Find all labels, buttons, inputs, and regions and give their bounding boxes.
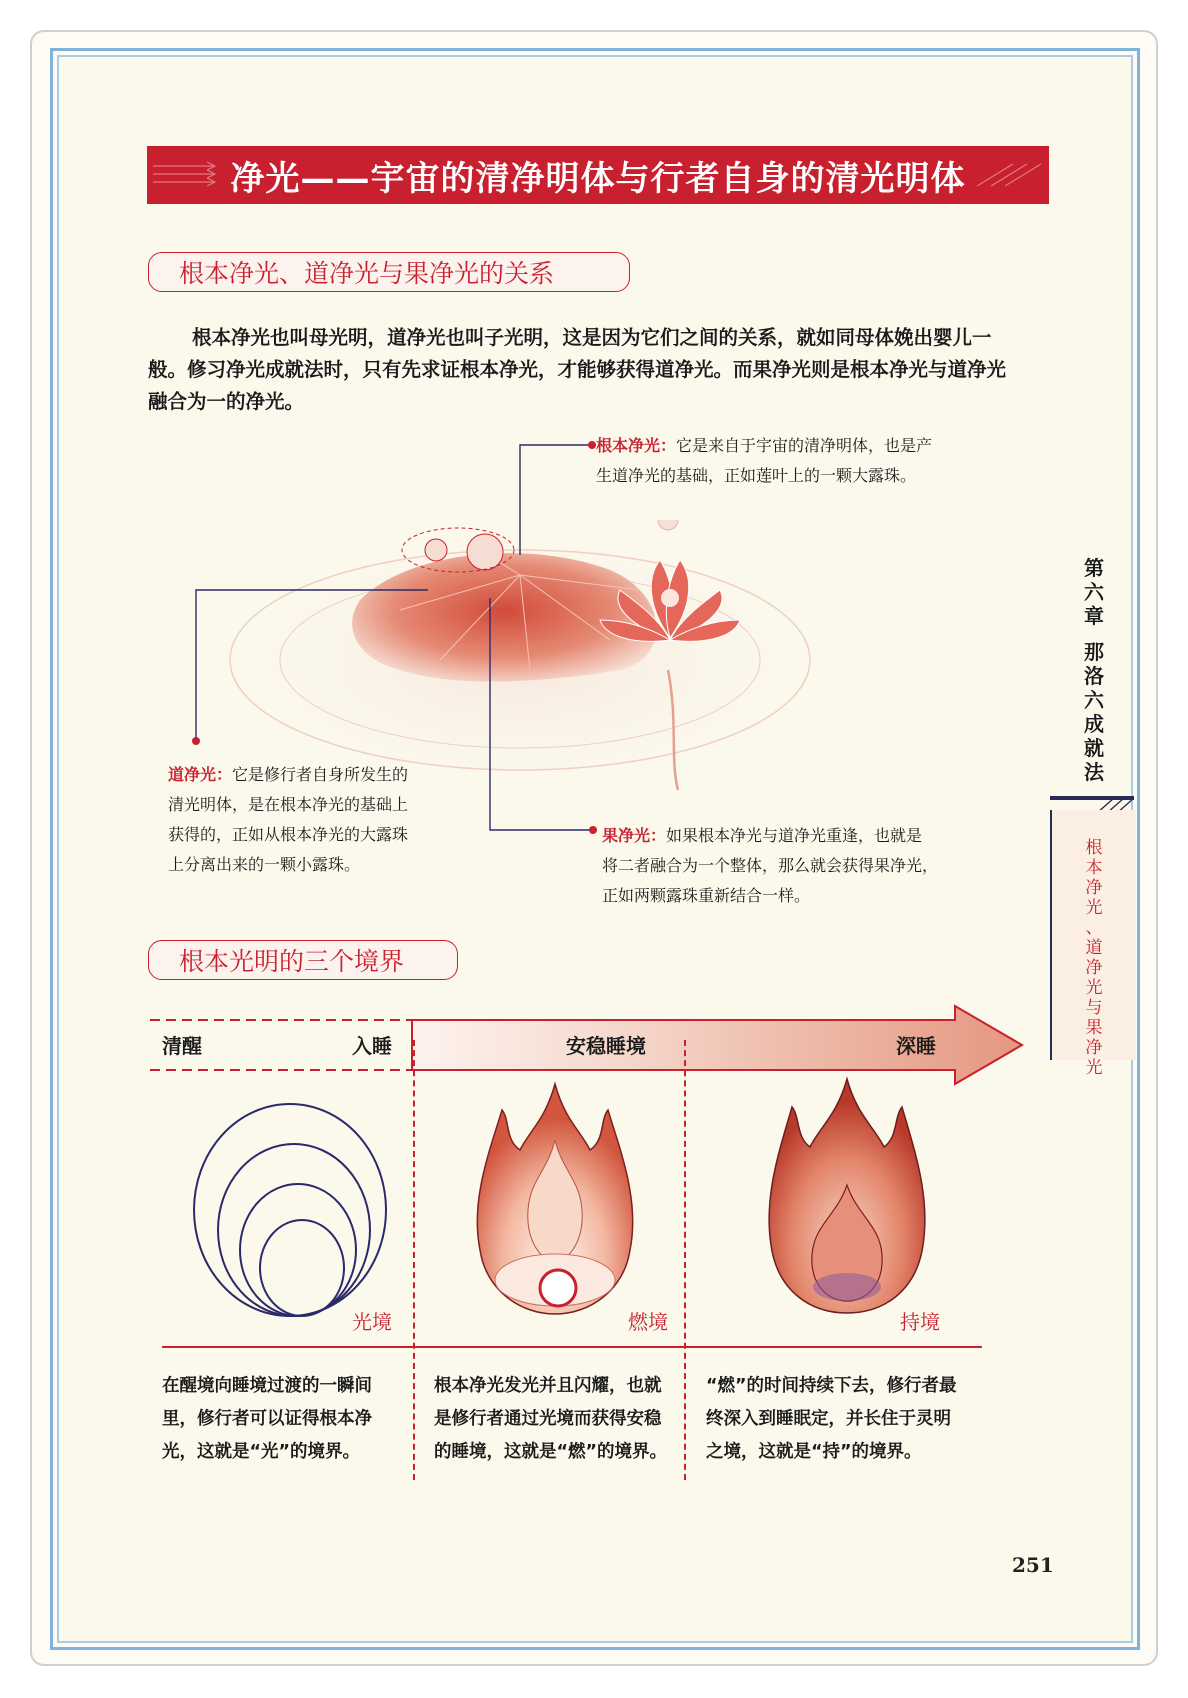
arrow-pattern-left-icon xyxy=(153,160,223,190)
chapter-title-char: 法 xyxy=(1084,760,1104,784)
page-title-banner xyxy=(147,146,1049,204)
chapter-char: 六 xyxy=(1084,580,1104,604)
callout-text: 正如两颗露珠重新结合一样。 xyxy=(602,886,811,905)
callout-text: 它是来自于宇宙的清净明体，也是产 xyxy=(676,436,933,455)
subsection-char: 光 xyxy=(1085,978,1103,998)
callout-text: 将二者融合为一个整体，那么就会获得果净光， xyxy=(602,856,939,875)
arrow-pattern-right-icon xyxy=(973,160,1043,190)
chapter-title-char: 成 xyxy=(1084,712,1104,736)
state-caption-burning: 燃境 xyxy=(628,1310,668,1334)
callout-text: 如果根本净光与道净光重逢，也就是 xyxy=(666,826,923,845)
callout-text: 生道净光的基础，正如莲叶上的一颗大露珠。 xyxy=(596,466,917,485)
callout-fruit-light xyxy=(602,821,1042,911)
chapter-title-char: 洛 xyxy=(1084,664,1104,688)
stage-awake: 清醒 xyxy=(162,1034,202,1058)
description-line: 的睡境，这就是“燃”的境界。 xyxy=(434,1442,668,1462)
description-light-state xyxy=(162,1370,424,1469)
chapter-side-tab xyxy=(1050,548,1134,1078)
chapter-title-char: 六 xyxy=(1084,688,1104,712)
description-line: 根本净光发光并且闪耀，也就 xyxy=(434,1376,662,1396)
subsection-char: 果 xyxy=(1085,1018,1103,1038)
path-light-marker xyxy=(192,737,200,745)
state-caption-light: 光境 xyxy=(352,1310,392,1334)
root-light-marker xyxy=(588,441,596,449)
chapter-char: 章 xyxy=(1084,604,1104,628)
callout-text: 清光明体，是在根本净光的基础上 xyxy=(168,795,409,814)
description-burning-state xyxy=(434,1370,696,1469)
description-line: 光，这就是“光”的境界。 xyxy=(162,1442,361,1462)
callout-root-light xyxy=(596,431,996,491)
section-heading-text: 根本光明的三个境界 xyxy=(179,947,405,976)
subsection-char: 本 xyxy=(1085,858,1103,878)
subsection-char: 道 xyxy=(1085,938,1103,958)
description-line: “燃”的时间持续下去，修行者最 xyxy=(706,1376,957,1396)
callout-key: 道净光： xyxy=(168,765,233,784)
subsection-char: 光 xyxy=(1085,898,1103,918)
page-number: 251 xyxy=(1012,1553,1054,1577)
chapter-char: 第 xyxy=(1084,556,1104,580)
description-line: 里，修行者可以证得根本净 xyxy=(162,1409,372,1429)
section-heading-text: 根本净光、道净光与果净光的关系 xyxy=(179,259,555,288)
section-heading-relationship xyxy=(148,252,630,292)
callout-text: 上分离出来的一颗小露珠。 xyxy=(168,855,361,874)
subsection-char: 、 xyxy=(1085,918,1103,938)
subsection-char: 净 xyxy=(1085,878,1103,898)
stage-falling-asleep: 入睡 xyxy=(352,1034,392,1058)
subsection-char: 净 xyxy=(1085,958,1103,978)
fruit-light-marker xyxy=(589,826,597,834)
description-sustain-state xyxy=(706,1370,968,1469)
description-line: 之境，这就是“持”的境界。 xyxy=(706,1442,922,1462)
captions-rule xyxy=(162,1346,982,1348)
callout-text: 获得的，正如从根本净光的大露珠 xyxy=(168,825,409,844)
subsection-char: 根 xyxy=(1085,838,1103,858)
flame-with-pearl-illustration xyxy=(470,1080,640,1320)
description-line: 终深入到睡眠定，并长住于灵明 xyxy=(706,1409,951,1429)
subsection-char: 净 xyxy=(1085,1038,1103,1058)
stage-stable-sleep: 安稳睡境 xyxy=(566,1034,646,1058)
callout-key: 根本净光： xyxy=(596,436,677,455)
callout-text: 它是修行者自身所发生的 xyxy=(232,765,409,784)
page-title: 净光——宇宙的清净明体与行者自身的清光明体 xyxy=(230,158,966,199)
nested-circles-illustration xyxy=(190,1090,390,1320)
lotus-leaf-illustration xyxy=(200,520,840,800)
subsection-char: 光 xyxy=(1085,1058,1103,1078)
callout-path-light xyxy=(168,760,468,880)
chapter-label xyxy=(1074,556,1114,784)
chapter-title-char: 那 xyxy=(1084,640,1104,664)
intro-paragraph: 根本净光也叫母光明，道净光也叫子光明，这是因为它们之间的关系，就如同母体娩出婴儿一般。修习净光成就法时，只有先求证根本净光，才能够获得道净光。而果净光则是根本净光与道净光融合为一的净光。 xyxy=(148,326,1007,413)
section-heading-three-states xyxy=(148,940,458,980)
description-line: 是修行者通过光境而获得安稳 xyxy=(434,1409,662,1429)
chapter-title-char: 就 xyxy=(1084,736,1104,760)
double-flame-illustration xyxy=(762,1075,932,1320)
chapter-subsection-tab xyxy=(1050,810,1136,1078)
description-line: 在醒境向睡境过渡的一瞬间 xyxy=(162,1376,372,1396)
subsection-char: 与 xyxy=(1085,998,1103,1018)
stage-deep-sleep: 深睡 xyxy=(896,1034,936,1058)
state-caption-sustain: 持境 xyxy=(900,1310,940,1334)
subsection-label xyxy=(1076,838,1112,1078)
callout-key: 果净光： xyxy=(602,826,667,845)
